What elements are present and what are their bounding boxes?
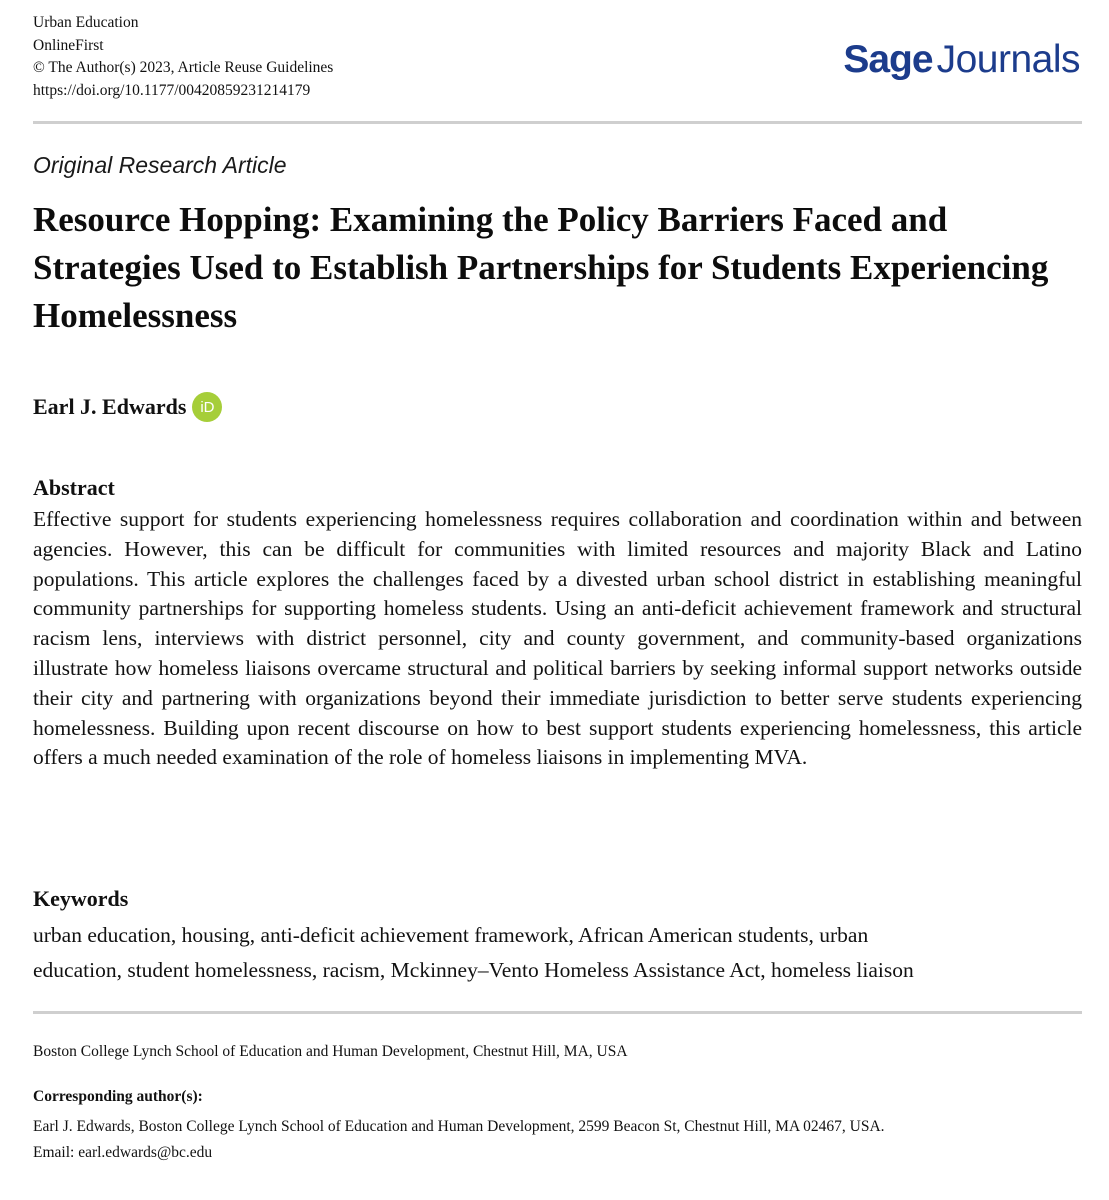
corresponding-email[interactable]: Email: earl.edwards@bc.edu: [33, 1144, 213, 1161]
abstract-heading: Abstract: [33, 475, 115, 500]
corresponding-author-details: [33, 1114, 885, 1166]
logo-sage-text: Sage: [843, 38, 933, 81]
author-line: [33, 392, 222, 422]
keywords-list: [33, 918, 1082, 987]
corresponding-author-heading: Corresponding author(s):: [33, 1088, 203, 1105]
keywords-line-2: education, student homelessness, racism, Mckinney–Vento Homeless Assistance Act, homeless liaison: [33, 957, 914, 982]
doi-link[interactable]: https://doi.org/10.1177/00420859231214179: [33, 81, 311, 99]
article-title: Resource Hopping: Examining the Policy Barriers Faced and Strategies Used to Establish Partnerships for Students Experiencing Homelessness: [33, 200, 1049, 335]
sage-journals-logo[interactable]: [843, 38, 1080, 82]
abstract-text: Effective support for students experiencing homelessness requires collaboration and coordination within and between agencies. However, this can be difficult for communities with limited resources and majority Black and Latino populations. This article explores the challenges faced by a divested urban school district in establishing meaningful community partnerships for supporting homeless students. Using an anti-deficit achievement framework and structural racism lens, interviews with district personnel, city and county government, and community-based organizations illustrate how homeless liaisons overcame structural and political barriers by seeking informal support networks outside their city and partnering with organizations beyond their immediate jurisdiction to better serve students experiencing homelessness. Building upon recent discourse on how to best support students experiencing homelessness, this article offers a much needed examination of the role of homeless liaisons in implementing MVA.: [33, 507, 1082, 770]
footer-divider: [33, 1011, 1082, 1014]
journal-name: Urban Education: [33, 14, 139, 31]
author-affiliation: Boston College Lynch School of Education and Human Development, Chestnut Hill, MA, USA: [33, 1043, 628, 1060]
article-type: Original Research Article: [33, 152, 287, 178]
corresponding-address: Earl J. Edwards, Boston College Lynch School of Education and Human Development, 2599 Beacon St, Chestnut Hill, MA 02467, USA.: [33, 1118, 885, 1135]
copyright-line[interactable]: © The Author(s) 2023, Article Reuse Guidelines: [33, 59, 334, 76]
orcid-icon[interactable]: iD: [192, 392, 222, 422]
keywords-line-1: urban education, housing, anti-deficit achievement framework, African American students, urban: [33, 923, 869, 947]
author-name[interactable]: Earl J. Edwards: [33, 394, 187, 419]
journal-meta: [33, 12, 333, 102]
header-divider: [33, 121, 1082, 124]
publication-status: OnlineFirst: [33, 36, 104, 54]
keywords-heading: Keywords: [33, 886, 129, 911]
logo-journals-text: Journals: [936, 38, 1080, 81]
